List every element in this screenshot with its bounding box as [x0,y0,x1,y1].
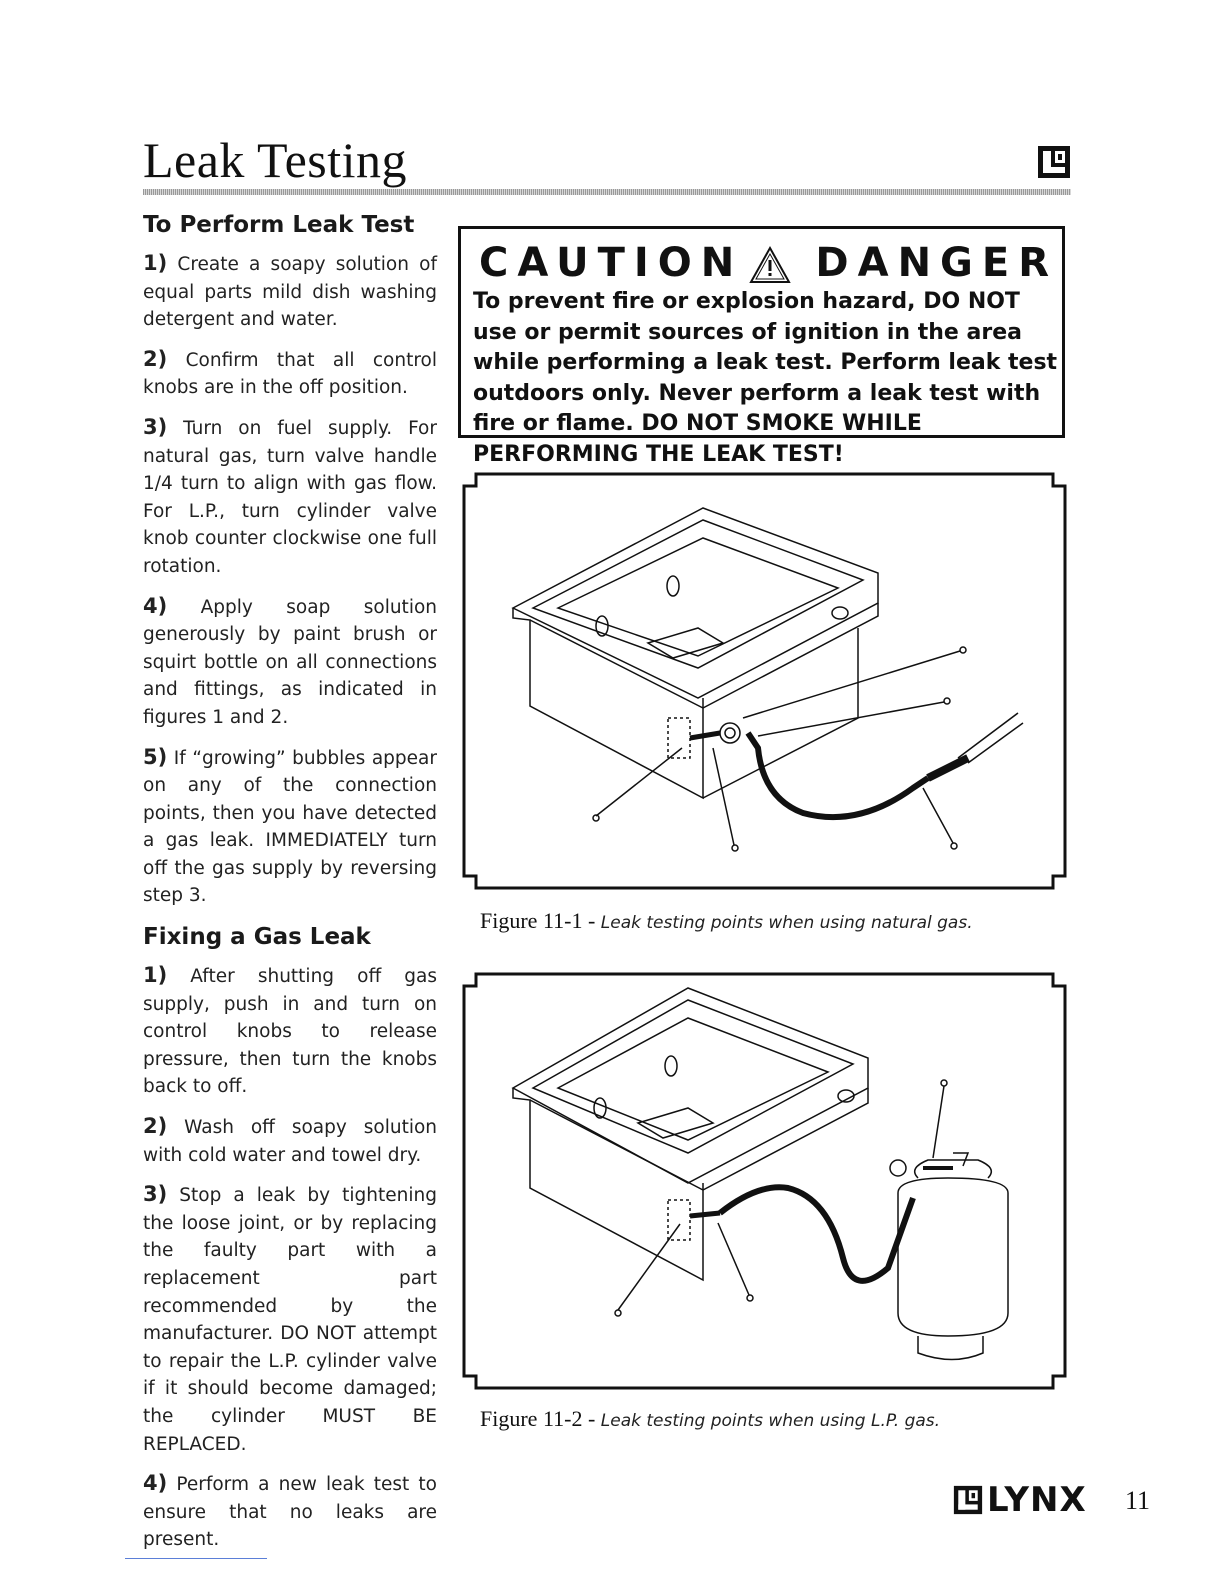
lynx-logo-icon [1037,145,1071,179]
fix-step-4: 4) Perform a new leak test to ensure that no leaks are present. [143,1471,437,1551]
step-3: 3) Turn on fuel supply. For natural gas, turn valve handle 1/4 turn to align with gas flow. For L.P., turn cylinder valve knob counter clockwise one full rotation. [143,414,437,577]
lynx-logo-footer-icon [953,1485,983,1515]
figure-natural-gas-illustration [458,468,1071,894]
danger-word: DANGER [815,240,1058,286]
caution-danger-box [458,226,1065,467]
step-5: 5) If “growing” bubbles appear on any of the connection points, then you have detected a gas leak. IMMEDIATELY turn off the gas supply by reversing step 3. [143,744,437,907]
figure-lp-gas-illustration [458,968,1071,1394]
footer-brand [953,1480,1151,1520]
step-1: 1) Create a soapy solution of equal parts mild dish washing detergent and water. [143,251,437,331]
page-title: Leak Testing [143,132,408,188]
caution-message: To prevent fire or explosion hazard, DO NOT use or permit sources of ignition in the area while performing a leak test. Perform leak test outdoors only. Never perform a leak test with fire or flame. DO NOT SMOKE WHILE PERFORMING THE LEAK TEST! [473,289,1058,467]
step-2: 2) Confirm that all control knobs are in the off position. [143,346,437,399]
step-4: 4) Apply soap solution generously by paint brush or squirt bottle on all connections and fittings, as indicated in figures 1 and 2. [143,593,437,728]
fix-step-3: 3) Stop a leak by tightening the loose joint, or by replacing the faulty part with a replacement part recommended by the manufacturer. DO NOT attempt to repair the L.P. cylinder valve if it should become damaged; the cylinder MUST BE REPLACED. [143,1182,437,1455]
figure-1-caption: Figure 11-1 - Leak testing points when using natural gas. [480,908,973,933]
fix-step-2: 2) Wash off soapy solution with cold water and towel dry. [143,1114,437,1166]
section-title-perform-leak-test: To Perform Leak Test [143,212,415,238]
caution-heading [473,241,1058,285]
instructions-column [143,210,437,1566]
fix-step-1: 1) After shutting off gas supply, push in and turn on control knobs to release pressure, then turn the knobs back to off. [143,963,437,1098]
section-title-fixing-gas-leak: Fixing a Gas Leak [143,924,371,951]
footer-divider [125,1558,267,1559]
title-divider [143,189,1071,195]
warning-triangle-icon [748,245,792,285]
figure-2-caption: Figure 11-2 - Leak testing points when using L.P. gas. [480,1406,941,1431]
brand-name: LYNX [987,1480,1087,1520]
caution-word: CAUTION [479,240,744,286]
page-number: 11 [1125,1486,1151,1515]
